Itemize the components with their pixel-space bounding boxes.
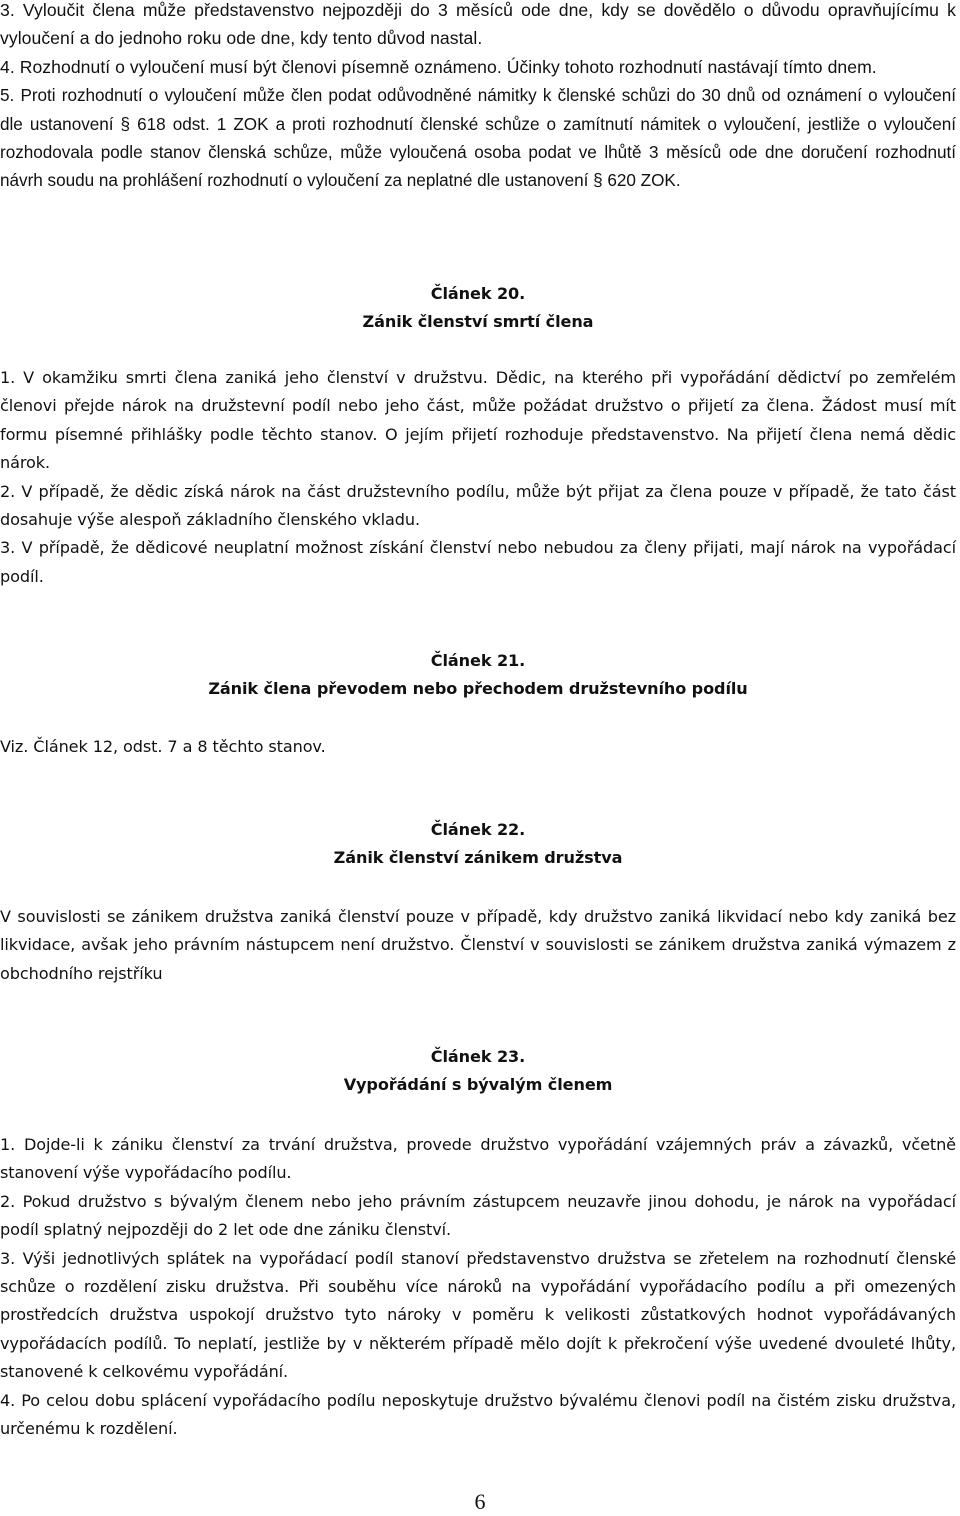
article-22-body <box>0 903 956 988</box>
paragraph: V souvislosti se zánikem družstva zaniká členství pouze v případě, kdy družstvo zaniká likvidací nebo kdy zaniká bez likvidace, avšak jeho právním nástupcem není družstvo. Členství v souvislosti se zánikem družstva zaniká výmazem z obchodního rejstříku <box>0 907 956 983</box>
paragraph-1: 1. V okamžiku smrti člena zaniká jeho členství v družstvu. Dědic, na kterého při vypořádání dědictví po zemřelém členovi přejde nárok na družstevní podíl nebo jeho část, může požádat družstvo o přijetí za člena. Žádost musí mít formu písemné přihlášky podle těchto stanov. O jejím přijetí rozhoduje představenstvo. Na přijetí člena nemá dědic nárok. <box>0 368 956 473</box>
paragraph-1: 1. Dojde-li k zániku členství za trvání družstva, provede družstvo vypořádání vzájemných práv a závazků, včetně stanovení výše vypořádacího podílu. <box>0 1135 956 1183</box>
article-23-heading <box>0 1043 956 1100</box>
paragraph-2: 2. Pokud družstvo s bývalým členem nebo jeho právním zástupcem neuzavře jinou dohodu, je nárok na vypořádací podíl splatný nejpozději do 2 let ode dne zániku členství. <box>0 1191 956 1240</box>
page-number: 6 <box>474 1489 486 1514</box>
article-20-heading <box>0 280 956 337</box>
article-number: Článek 20. <box>430 284 526 303</box>
article-title: Vypořádání s bývalým členem <box>343 1075 613 1095</box>
continued-article-paragraphs <box>0 0 956 195</box>
article-21-body <box>0 733 956 761</box>
paragraph-4: 4. Rozhodnutí o vyloučení musí být členovi písemně oznámeno. Účinky tohoto rozhodnutí nastávají tímto dnem. <box>0 56 877 77</box>
article-23-body <box>0 1131 956 1443</box>
article-21-heading <box>0 647 956 704</box>
article-20-body <box>0 364 956 591</box>
paragraph-3: 3. Vyloučit člena může představenstvo nejpozději do 3 měsíců ode dne, kdy se dovědělo o důvodu opravňujícímu k vyloučení a do jednoho roku ode dne, kdy tento důvod nastal. <box>0 0 956 49</box>
paragraph-4: 4. Po celou dobu splácení vypořádacího podílu neposkytuje družstvo bývalému členovi podíl na čistém zisku družstva, určenému k rozdělení. <box>0 1390 956 1439</box>
article-title: Zánik členství zánikem družstva <box>333 848 623 868</box>
article-22-heading <box>0 816 956 873</box>
paragraph-2: 2. V případě, že dědic získá nárok na část družstevního podílu, může být přijat za člena pouze v případě, že tato část dosahuje výše alespoň základního členského vkladu. <box>0 481 956 530</box>
article-number: Článek 22. <box>430 820 526 839</box>
paragraph-5: 5. Proti rozhodnutí o vyloučení může člen podat odůvodněné námitky k členské schůzi do 30 dnů od oznámení o vyloučení dle ustanovení § 618 odst. 1 ZOK a proti rozhodnutí členské schůze o zamítnutí námitek o vyloučení, jestliže o vyloučení rozhodovala podle stanov členská schůze, může vyloučená osoba podat ve lhůtě 3 měsíců ode dne doručení rozhodnutí návrh soudu na prohlášení rozhodnutí o vyloučení za neplatné dle ustanovení § 620 ZOK. <box>0 85 956 191</box>
article-number: Článek 21. <box>430 651 526 670</box>
article-title: Zánik členství smrtí člena <box>362 312 594 332</box>
article-number: Článek 23. <box>430 1047 526 1066</box>
paragraph-3: 3. Výši jednotlivých splátek na vypořádací podíl stanoví představenstvo družstva se zřetelem na rozhodnutí členské schůze o rozdělení zisku družstva. Při souběhu více nároků na vypořádání vypořádacího podílu a při omezených prostředcích družstva uspokojí družstvo tyto nároky v poměru k velikosti zůstatkových hodnot vypořádávaných vypořádacích podílů. To neplatí, jestliže by v některém případě mělo dojít k překročení výše uvedené dvouleté lhůty, stanovené k celkovému vypořádání. <box>0 1248 956 1382</box>
reference-text: Viz. Článek 12, odst. 7 a 8 těchto stanov. <box>0 737 326 756</box>
article-title: Zánik člena převodem nebo přechodem družstevního podílu <box>208 679 748 699</box>
paragraph-3: 3. V případě, že dědicové neuplatní možnost získání členství nebo nebudou za členy přijati, mají nárok na vypořádací podíl. <box>0 538 956 586</box>
